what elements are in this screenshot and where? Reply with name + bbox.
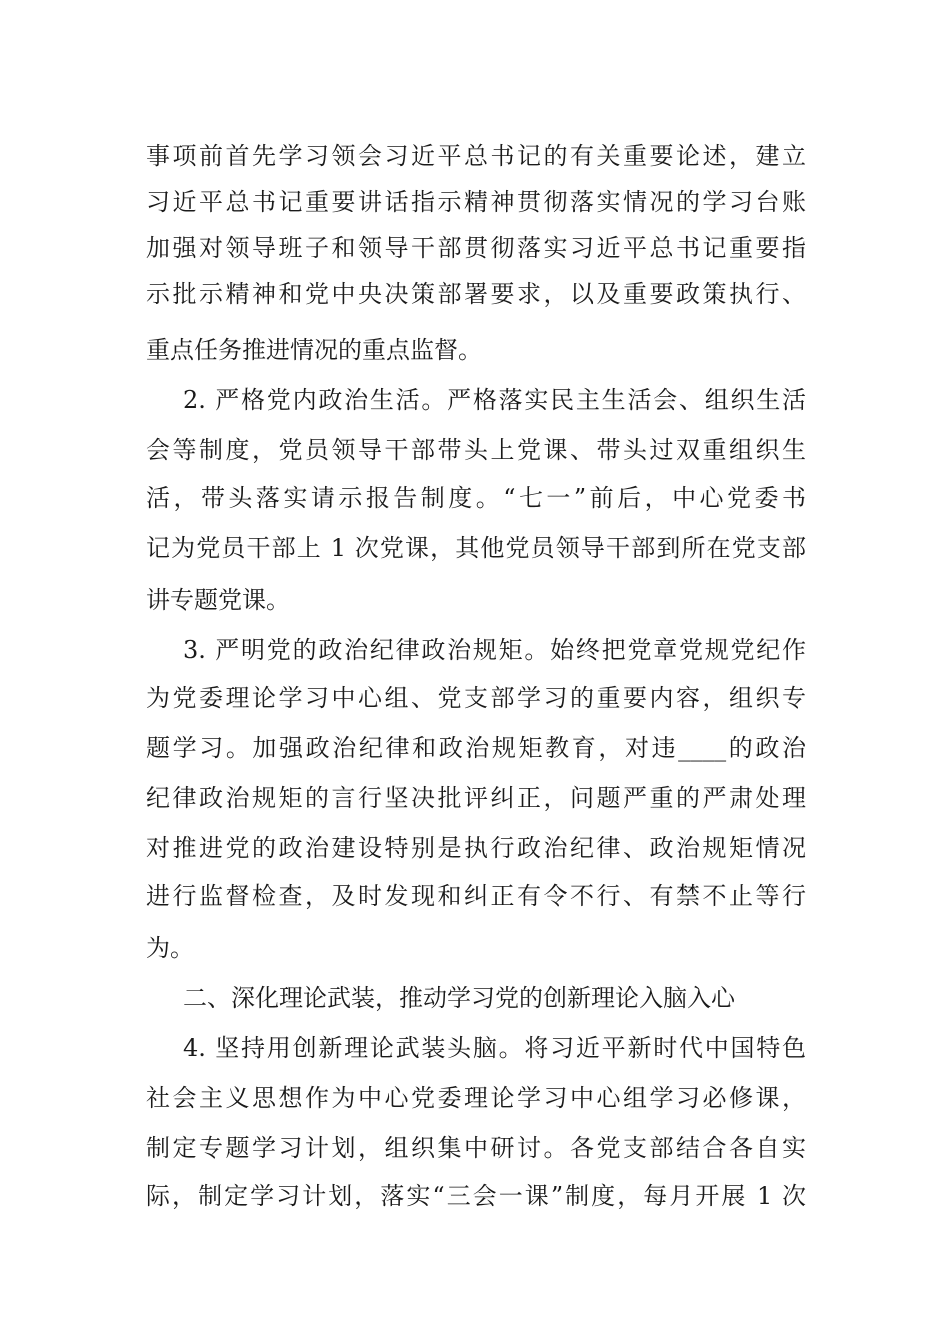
text-line: 重点任务推进情况的重点监督。 xyxy=(146,336,482,364)
text-line: 际，制定学习计划，落实“三会一课”制度，每月开展 1 次 xyxy=(146,1182,806,1210)
text-line: 事项前首先学习领会习近平总书记的有关重要论述，建立 xyxy=(146,142,806,170)
text-line: 讲专题党课。 xyxy=(146,586,290,614)
text-line: 题学习。加强政治纪律和政治规矩教育，对违____的政治 xyxy=(146,734,806,762)
text-line: 制定专题学习计划，组织集中研讨。各党支部结合各自实 xyxy=(146,1134,806,1162)
paragraph-start-line: 4. 坚持用创新理论武装头脑。将习近平新时代中国特色 xyxy=(183,1034,806,1062)
section-heading: 二、深化理论武装，推动学习党的创新理论入脑入心 xyxy=(183,984,735,1012)
text-line: 加强对领导班子和领导干部贯彻落实习近平总书记重要指 xyxy=(146,234,806,262)
text-line: 纪律政治规矩的言行坚决批评纠正，问题严重的严肃处理 xyxy=(146,784,806,812)
text-line: 活，带头落实请示报告制度。“七一”前后，中心党委书 xyxy=(146,484,806,512)
text-line: 记为党员干部上 1 次党课，其他党员领导干部到所在党支部 xyxy=(146,534,806,562)
paragraph-start-line: 2. 严格党内政治生活。严格落实民主生活会、组织生活 xyxy=(183,386,806,414)
text-line: 对推进党的政治建设特别是执行政治纪律、政治规矩情况 xyxy=(146,834,806,862)
text-line: 社会主义思想作为中心党委理论学习中心组学习必修课， xyxy=(146,1084,806,1112)
text-line: 会等制度，党员领导干部带头上党课、带头过双重组织生 xyxy=(146,436,806,464)
text-line: 习近平总书记重要讲话指示精神贯彻落实情况的学习台账 xyxy=(146,188,806,216)
text-line: 示批示精神和党中央决策部署要求，以及重要政策执行、 xyxy=(146,280,806,308)
text-line: 为党委理论学习中心组、党支部学习的重要内容，组织专 xyxy=(146,684,806,712)
text-line: 进行监督检查，及时发现和纠正有令不行、有禁不止等行 xyxy=(146,882,806,910)
paragraph-start-line: 3. 严明党的政治纪律政治规矩。始终把党章党规党纪作 xyxy=(183,636,806,664)
text-line: 为。 xyxy=(146,934,194,962)
